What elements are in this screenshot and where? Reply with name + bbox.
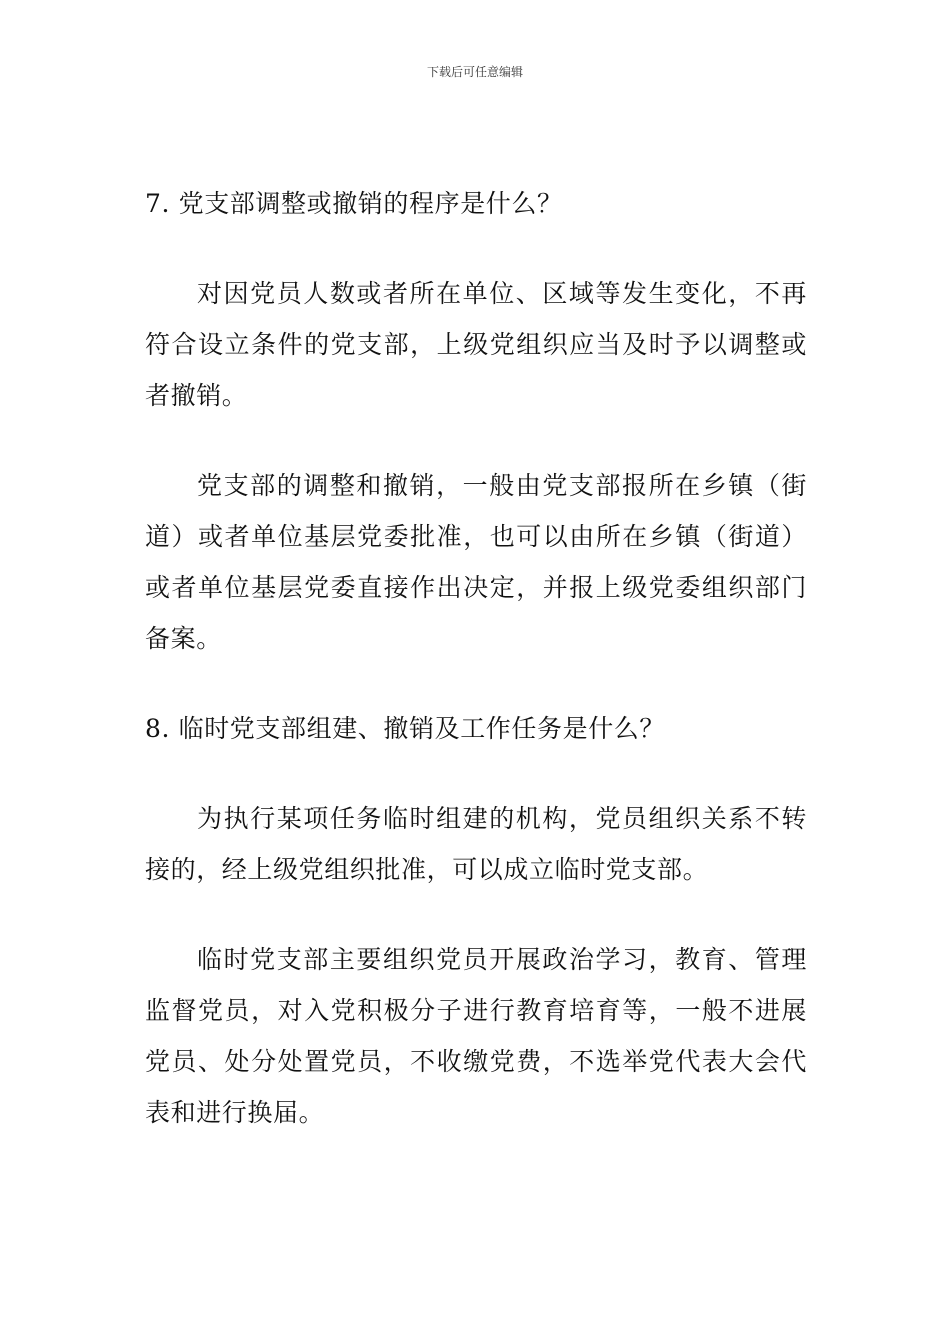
question-heading-7: 7. 党支部调整或撤销的程序是什么？ bbox=[145, 189, 563, 218]
question-heading-8: 8. 临时党支部组建、撤销及工作任务是什么？ bbox=[145, 714, 666, 743]
paragraph: 为执行某项任务临时组建的机构，党员组织关系不转接的，经上级党组织批准，可以成立临时党支部。 bbox=[145, 804, 807, 884]
paragraph: 临时党支部主要组织党员开展政治学习，教育、管理监督党员，对入党积极分子进行教育培育等，一般不进展党员、处分处置党员，不收缴党费，不选举党代表大会代表和进行换届。 bbox=[145, 945, 807, 1127]
page-header: 下载后可任意编辑 bbox=[426, 65, 523, 79]
paragraph: 党支部的调整和撤销，一般由党支部报所在乡镇（街道）或者单位基层党委批准，也可以由所在乡镇（街道）或者单位基层党委直接作出决定，并报上级党委组织部门备案。 bbox=[145, 471, 807, 653]
paragraph: 对因党员人数或者所在单位、区域等发生变化，不再符合设立条件的党支部，上级党组织应当及时予以调整或者撤销。 bbox=[145, 279, 807, 410]
document-body bbox=[145, 178, 807, 1138]
